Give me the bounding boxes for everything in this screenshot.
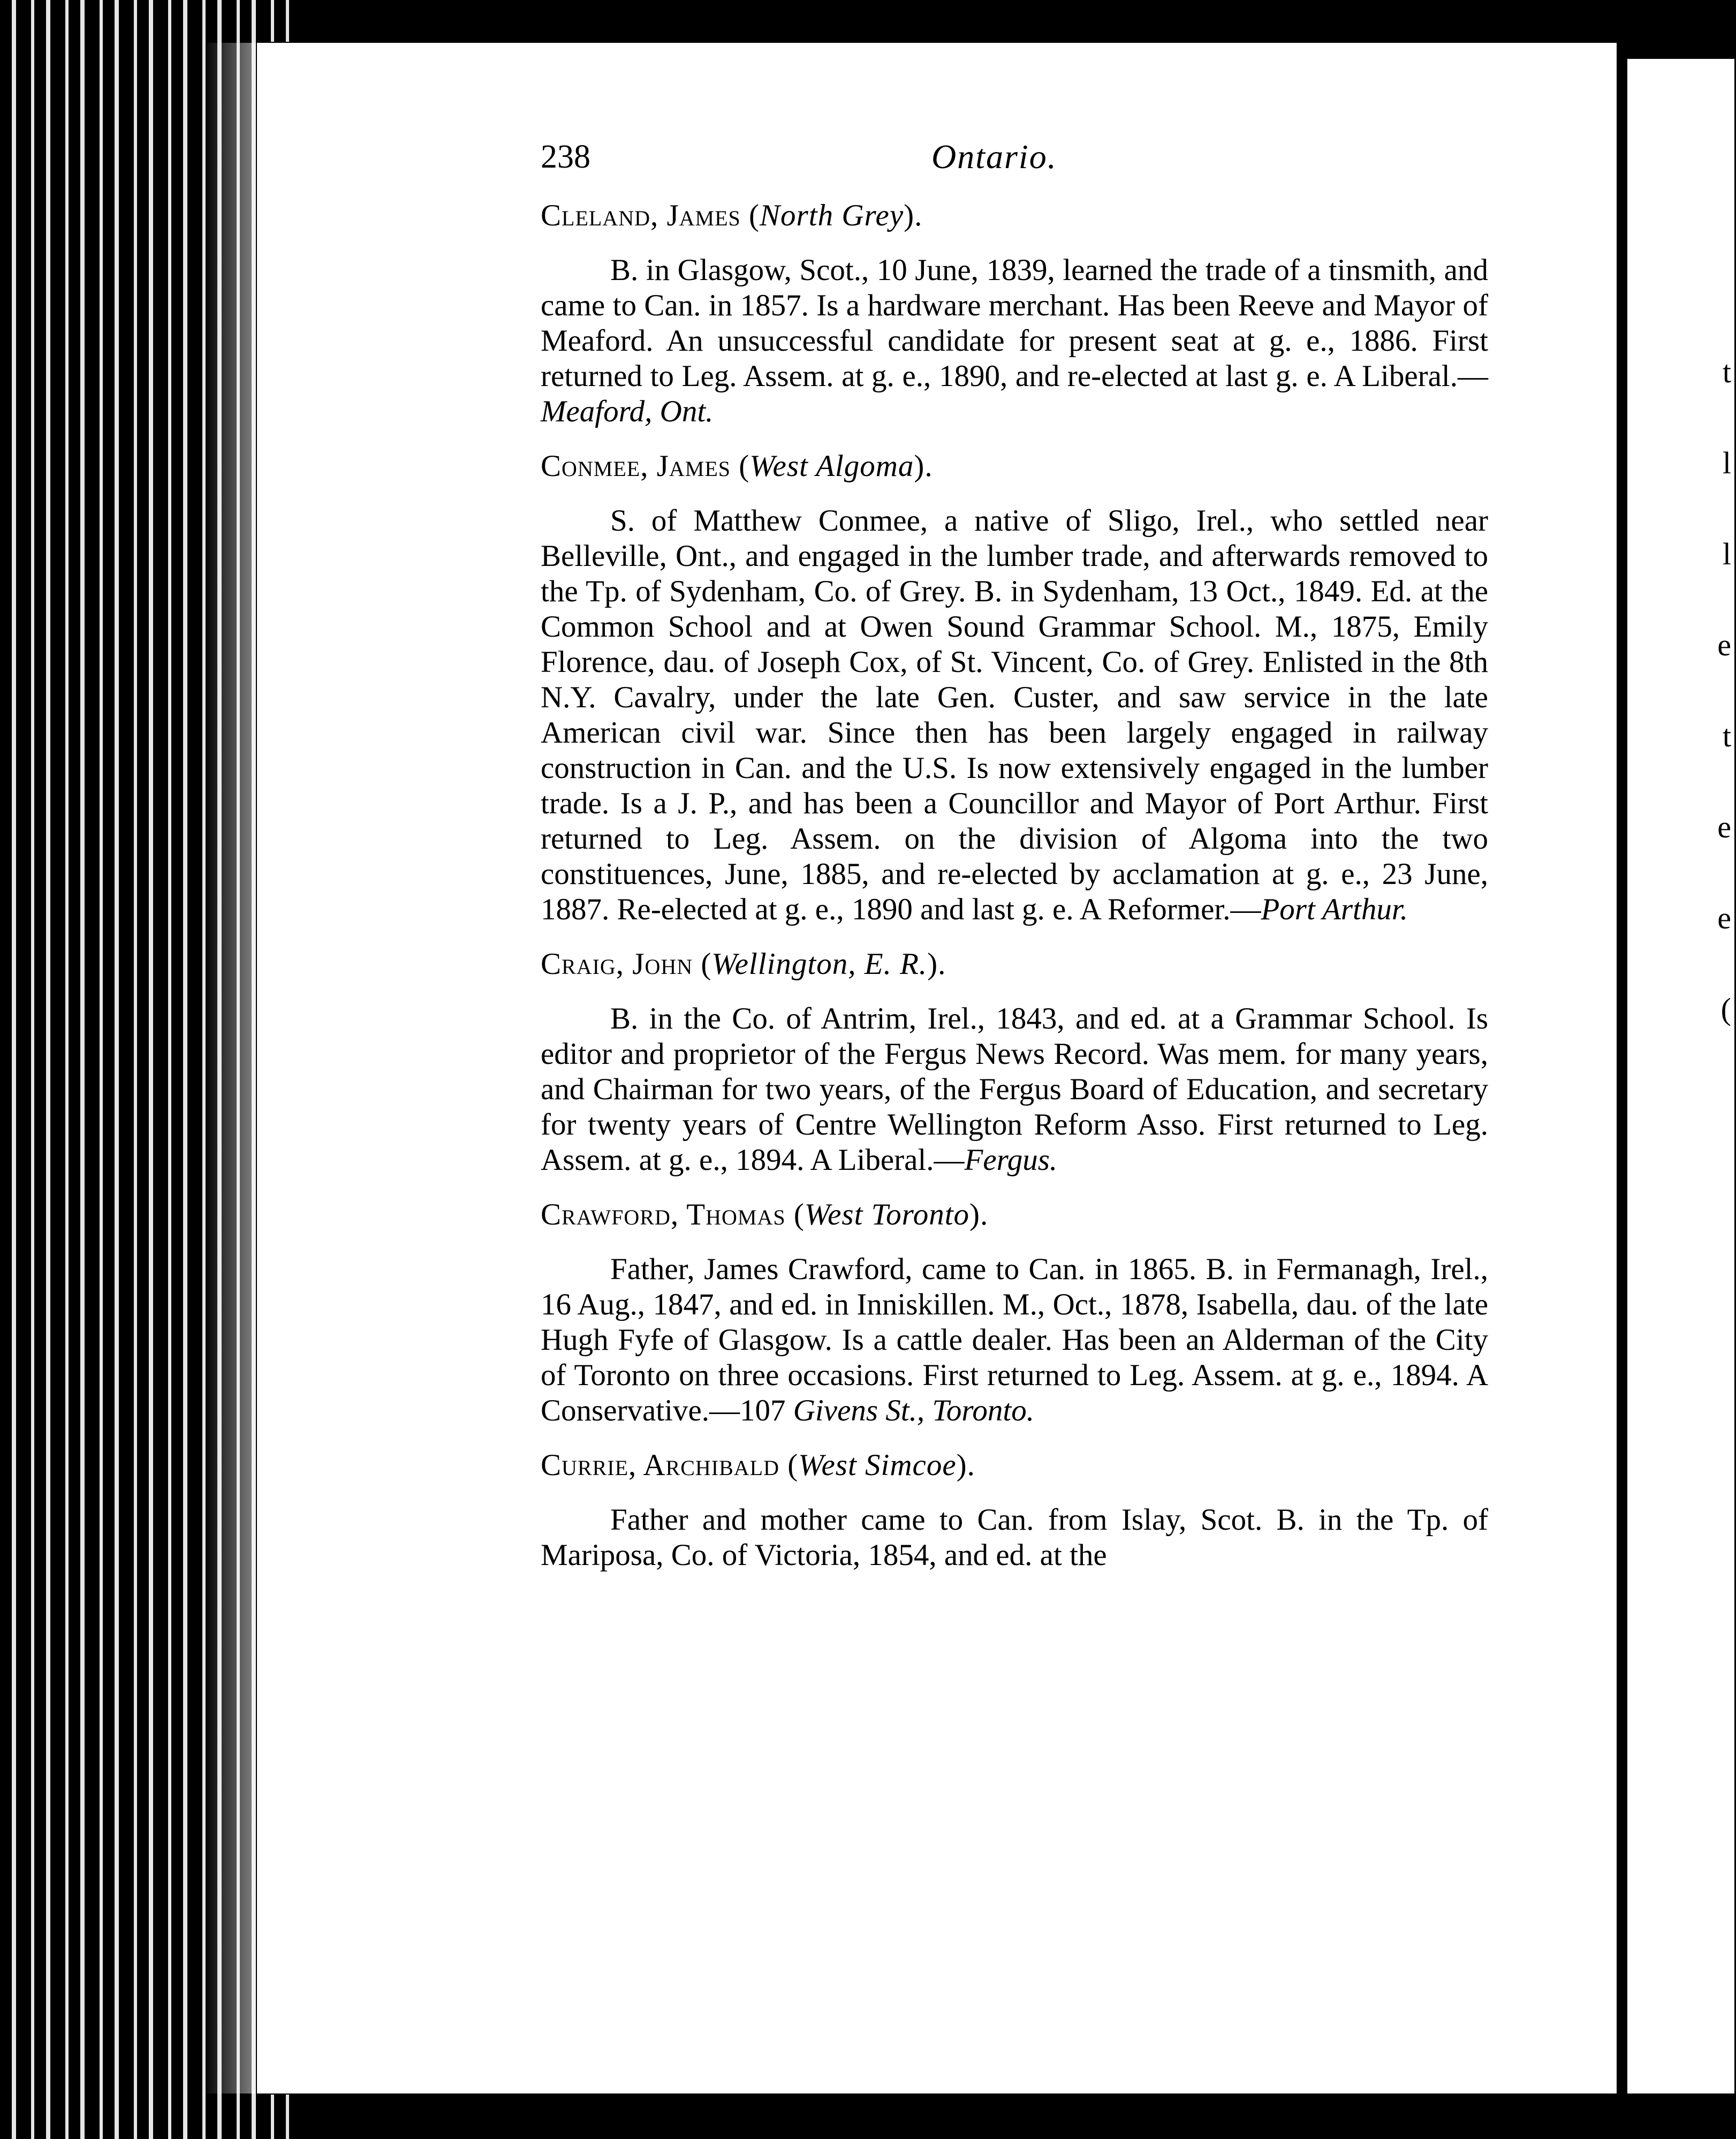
entry-crawford xyxy=(541,1197,1488,1428)
entry-riding: Wellington, E. R. xyxy=(711,947,928,981)
entry-conmee xyxy=(541,449,1488,927)
adjacent-page-letters: t l l e t e e ( xyxy=(1717,354,1731,1026)
entry-name: Craig, John xyxy=(541,947,693,981)
entry-address: Fergus. xyxy=(964,1143,1058,1177)
page-number: 238 xyxy=(541,139,590,175)
entry-currie xyxy=(541,1448,1488,1573)
entry-body xyxy=(541,1252,1488,1428)
entry-riding: North Grey xyxy=(760,199,904,232)
adjacent-page-edge xyxy=(1627,59,1734,2093)
running-title: Ontario. xyxy=(931,138,1057,176)
entry-name: Currie, Archibald xyxy=(541,1448,779,1482)
entry-address: Meaford, Ont. xyxy=(541,395,714,428)
entry-address: Port Arthur. xyxy=(1261,893,1408,926)
entry-name: Conmee, James xyxy=(541,449,731,483)
entry-text: B. in the Co. of Antrim, Irel., 1843, and ed. at a Grammar School. Is editor and proprietor of the Fergus News Record. Was mem. for many years, and Chairman for two years, of the Fergus Board of Education, and secretary for twenty years of Centre Wellington Reform Asso. First returned to Leg. Assem. at g. e., 1894. A Liberal.— xyxy=(541,1002,1488,1177)
entry-heading: Cleland, James (North Grey). xyxy=(541,199,923,232)
entry-body xyxy=(541,1001,1488,1178)
entry-text: B. in Glasgow, Scot., 10 June, 1839, learned the trade of a tinsmith, and came to Can. in 1857. Is a hardware merchant. Has been Reeve and Mayor of Meaford. An unsuccessful candidate for present seat at g. e., 1886. First returned to Leg. Assem. at g. e., 1890, and re-elected at last g. e. A Liberal.— xyxy=(541,253,1488,393)
entry-body xyxy=(541,1502,1488,1573)
entry-text: S. of Matthew Conmee, a native of Sligo, Irel., who settled near Belleville, Ont., and engaged in the lumber trade, and afterwards removed to the Tp. of Sydenham, Co. of Grey. B. in Sydenham, 13 Oct., 1849. Ed. at the Common School and at Owen Sound Grammar School. M., 1875, Emily Florence, dau. of Joseph Cox, of St. Vincent, Co. of Grey. Enlisted in the 8th N.Y. Cavalry, under the late Gen. Custer, and saw service in the late American civil war. Since then has been largely engaged in railway construction in Can. and the U.S. Is now extensively engaged in the lumber trade. Is a J. P., and has been a Councillor and Mayor of Port Arthur. First returned to Leg. Assem. on the division of Algoma into the two constituences, June, 1885, and re-elected by acclamation at g. e., 23 June, 1887. Re-elected at g. e., 1890 and last g. e. A Reformer.— xyxy=(541,504,1488,926)
entry-craig xyxy=(541,947,1488,1178)
entry-heading: Conmee, James (West Algoma). xyxy=(541,449,933,483)
entry-body xyxy=(541,503,1488,927)
running-head xyxy=(541,139,1488,187)
entry-heading: Currie, Archibald (West Simcoe). xyxy=(541,1448,975,1482)
entry-riding: West Simcoe xyxy=(798,1448,957,1482)
entry-riding: West Toronto xyxy=(804,1198,970,1231)
page-content xyxy=(541,139,1488,1592)
entry-name: Cleland, James xyxy=(541,199,741,232)
entry-riding: West Algoma xyxy=(749,449,914,483)
entry-body xyxy=(541,253,1488,429)
entry-text: Father, James Crawford, came to Can. in 1865. B. in Fermanagh, Irel., 16 Aug., 1847, and ed. in Inniskillen. M., Oct., 1878, Isabella, dau. of the late Hugh Fyfe of Glasgow. Is a cattle dealer. Has been an Alderman of the City of Toronto on three occasions. First returned to Leg. Assem. at g. e., 1894. A Conservative.—107 xyxy=(541,1252,1488,1427)
entry-heading: Crawford, Thomas (West Toronto). xyxy=(541,1198,989,1231)
entry-text: Father and mother came to Can. from Islay, Scot. B. in the Tp. of Mariposa, Co. of Victoria, 1854, and ed. at the xyxy=(541,1503,1488,1572)
entry-cleland xyxy=(541,198,1488,429)
entry-name: Crawford, Thomas xyxy=(541,1198,786,1231)
entry-heading: Craig, John (Wellington, E. R.). xyxy=(541,947,946,981)
entry-address: Givens St., Toronto. xyxy=(793,1394,1035,1427)
